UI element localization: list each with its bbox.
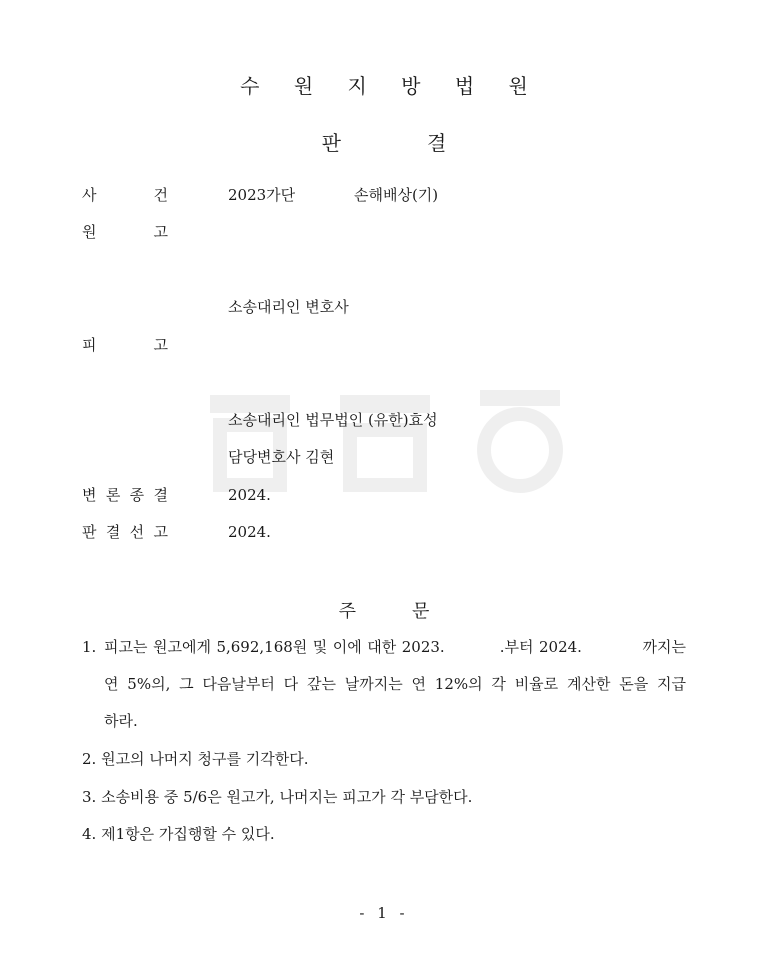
label-char: 고	[153, 523, 168, 541]
defendant-attorney: 담당변호사 김현	[228, 448, 335, 466]
label-char: 론	[105, 486, 121, 504]
order-item-2: 2. 원고의 나머지 청구를 기각한다.	[82, 750, 309, 768]
label-char: 판	[82, 523, 97, 541]
order-text: 연 5%의, 그 다음날부터 다 갚는 날까지는 연 12%의 각 비율로 계산한 돈을 지급	[104, 675, 686, 693]
case-number: 2023가단	[228, 186, 296, 204]
order-title	[0, 597, 768, 623]
case-name: 손해배상(기)	[354, 186, 439, 204]
case-label	[82, 185, 168, 205]
page-number: - 1 -	[359, 904, 409, 922]
label-char: 사	[82, 186, 97, 204]
document-title	[0, 127, 768, 156]
label-char: 피	[82, 336, 97, 354]
order-item-1-line-1	[104, 637, 686, 657]
order-item-1-line-3: 하라.	[104, 712, 138, 730]
order-text: 피고는 원고에게 5,692,168원 및 이에 대한 2023. .부터 2024. 까지는	[104, 638, 686, 656]
closing-date: 2024.	[228, 486, 271, 504]
label-char: 결	[153, 486, 168, 504]
closing-date-label	[82, 485, 168, 505]
label-char: 건	[153, 186, 168, 204]
label-char: 결	[105, 523, 121, 541]
order-item-3: 3. 소송비용 중 5/6은 원고가, 나머지는 피고가 각 부담한다.	[82, 788, 473, 806]
label-char: 고	[153, 223, 168, 241]
plaintiff-agent: 소송대리인 변호사	[228, 298, 349, 316]
document-title-char: 결	[427, 131, 447, 155]
label-char: 고	[153, 336, 168, 354]
watermark-logo	[200, 385, 580, 495]
plaintiff-label	[82, 222, 168, 242]
court-name: 수 원 지 방 법 원	[240, 74, 542, 98]
defendant-label	[82, 335, 168, 355]
label-char: 변	[82, 486, 97, 504]
order-title-char: 주	[338, 601, 356, 622]
label-char: 종	[129, 486, 145, 504]
order-item-4: 4. 제1항은 가집행할 수 있다.	[82, 825, 275, 843]
label-char: 원	[82, 223, 97, 241]
order-item-1-line-2	[104, 674, 686, 694]
sentencing-date: 2024.	[228, 523, 271, 541]
order-item-1-number: 1.	[82, 638, 97, 656]
defendant-agent: 소송대리인 법무법인 (유한)효성	[228, 411, 438, 429]
label-char: 선	[129, 523, 145, 541]
document-title-char: 판	[321, 131, 341, 155]
sentencing-date-label	[82, 522, 168, 542]
order-title-char: 문	[412, 601, 430, 622]
